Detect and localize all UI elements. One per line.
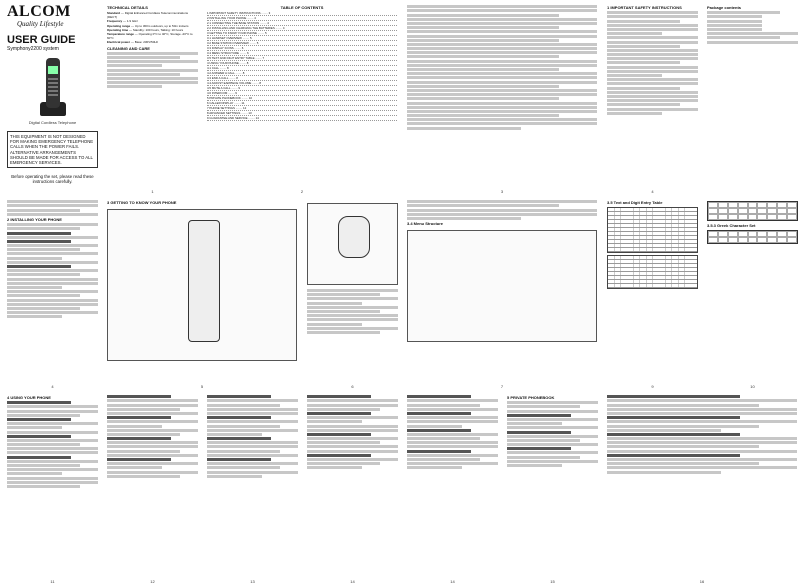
using-heading: 4 USING YOUR PHONE <box>7 395 51 400</box>
toc-panel <box>204 2 400 195</box>
toc-continued-lines <box>407 5 597 129</box>
display-icons-text <box>307 289 398 334</box>
page-number: 4 <box>51 383 54 389</box>
toc-entry: 3 GETTING TO KNOW YOUR PHONE ........ 5 <box>207 31 397 36</box>
using-text <box>7 401 98 488</box>
page-number: 5 <box>200 383 204 389</box>
phonebook-panel-2 <box>604 392 800 585</box>
cleaning-text <box>107 52 198 89</box>
phonebook-text <box>507 401 598 467</box>
page-number: 12 <box>150 578 155 584</box>
toc-panel-continued <box>404 2 600 195</box>
base-diagram <box>307 203 398 285</box>
menu-structure-caption: 3.4 Menu Structure <box>407 221 444 227</box>
technical-heading: TECHNICAL DETAILS <box>107 5 148 10</box>
toc-entry: 3.3 DISPLAY ICONS ........ 6 <box>207 46 397 51</box>
tech-row: Temperature range — Operating 0°C to 40°C, Storage -20°C to 60°C <box>107 32 193 41</box>
technical-panel <box>104 2 201 195</box>
page-number: 10 <box>750 383 755 389</box>
safety-text <box>607 11 698 115</box>
installing-panel <box>4 197 101 390</box>
using-panel-3 <box>204 392 301 585</box>
cover-caption: Digital Cordless Telephone <box>28 120 77 125</box>
phone-photo <box>38 56 68 116</box>
getting-heading: 3 GETTING TO KNOW YOUR PHONE <box>107 200 177 205</box>
page-number: 16 <box>699 578 705 584</box>
toc-entry: 3.5 TEXT AND DIGIT ENTRY TABLE ........ 7 <box>207 56 397 61</box>
menu-structure-panel <box>404 197 600 390</box>
using-panel-2 <box>104 392 201 585</box>
emergency-warning: THIS EQUIPMENT IS NOT DESIGNED FOR MAKING EMERGENCY TELEPHONE CALLS WHEN THE POWER FAILS. ALTERNATIVE ARRANGEMENTS SHOULD BE MADE FOR ACCESS TO ALL EMERGENCY SERVICES. <box>7 131 98 168</box>
entry-table-2 <box>607 255 698 289</box>
page-number: 9 <box>651 383 654 389</box>
toc-entry: 7 PHONE SETTINGS ........ 12 <box>207 106 397 111</box>
handset-diagram <box>107 209 297 361</box>
tech-row: Operating range — Up to 300m outdoors, up to 50m indoors <box>107 23 189 28</box>
toc-entry: 2 INSTALLING YOUR PHONE ........ 4 <box>207 16 397 21</box>
entry-table-panel <box>604 197 701 390</box>
toc-entry: 4 USING YOUR PHONE ........ 8 <box>207 61 397 66</box>
phonebook-panel <box>504 392 601 585</box>
toc-entry: 3.2 BASE STATION OVERVIEW ........ 5 <box>207 41 397 46</box>
page-number: 14 <box>350 578 355 584</box>
page-number: 15 <box>550 578 555 584</box>
toc-entry: 6 CALLER DISPLAY ........ 11 <box>207 101 397 106</box>
tech-row: Electrical power — Base: 230V/50Hz <box>107 40 159 45</box>
toc-entry: 8 ADVANCED SETTINGS ........ 13 <box>207 111 397 116</box>
toc-entry: 4.1 CALL ........ 8 <box>207 66 397 71</box>
base-overview-panel <box>304 197 401 390</box>
using-panel-4 <box>304 392 401 585</box>
page-number: 1 <box>151 188 154 194</box>
toc-entry: 2.1 CONNECTING THE BASE STATION ........ 4 <box>207 21 397 26</box>
page-number: 13 <box>250 578 255 584</box>
greek-set-panel <box>704 197 801 390</box>
brand-tagline: Quality Lifestyle <box>17 20 64 28</box>
page-number: 4 <box>651 188 654 194</box>
toc-entry: 5 PRIVATE PHONEBOOK ........ 10 <box>207 96 397 101</box>
phonebook-heading: 5 PRIVATE PHONEBOOK <box>507 395 555 400</box>
getting-to-know-panel <box>104 197 300 390</box>
using-panel <box>4 392 101 585</box>
tech-row: Standard — Digital Enhanced Cordless Telecommunications (DECT) <box>107 11 188 20</box>
greek-character-grid <box>707 230 798 244</box>
package-text <box>707 11 798 43</box>
toc-entry: 1 IMPORTANT SAFETY INSTRUCTIONS ........ 3 <box>207 11 397 16</box>
cleaning-heading: CLEANING AND CARE <box>107 45 150 51</box>
tech-row: Frequency — 1.9 GHz <box>107 19 138 24</box>
installing-text <box>7 223 98 318</box>
page-number: 2 <box>300 188 304 194</box>
toc-entry: 3.4 MENU STRUCTURE ........ 6 <box>207 51 397 56</box>
using-panel-5 <box>404 392 501 585</box>
guide-title: USER GUIDE <box>7 34 76 46</box>
toc-entry: 2.2 INSTALLING AND CHARGING THE BATTERIES ........ 4 <box>207 26 397 31</box>
toc-entry: 4.4 ADJUST EARPIECE VOLUME ........ 8 <box>207 81 397 86</box>
tech-row: Operating time — Standby: 100 hours, Talking: 10 hours <box>107 27 184 32</box>
toc-entry: 4.6 INTERCOM ........ 9 <box>207 91 397 96</box>
toc-entry: 4.5 MUTE A CALL ........ 9 <box>207 86 397 91</box>
safety-panel <box>604 2 701 195</box>
character-grid <box>707 201 798 221</box>
page-number: 3 <box>500 188 504 194</box>
brand-logo: ALCOM <box>7 3 71 20</box>
toc-list <box>207 11 397 121</box>
model-name: Symphony2200 system <box>7 46 59 52</box>
toc-entry: 3.1 HANDSET OVERVIEW ........ 5 <box>207 36 397 41</box>
package-panel <box>704 2 801 195</box>
package-heading: Package contents <box>707 5 742 10</box>
entry-table-caption: 3.5 Text and Digit Entry Table <box>607 200 663 205</box>
page-number: 6 <box>351 383 354 389</box>
greek-set-caption: 3.5.3 Greek Character Set <box>707 223 756 228</box>
page-number: 7 <box>500 383 504 389</box>
installing-heading: 2 INSTALLING YOUR PHONE <box>7 216 62 222</box>
toc-entry: 4.2 ANSWER A CALL ........ 8 <box>207 71 397 76</box>
toc-heading: TABLE OF CONTENTS <box>280 5 324 10</box>
entry-table <box>607 207 698 253</box>
menu-tree-diagram <box>407 230 597 342</box>
toc-entry: 9 GUARANTEE AND SERVICE ........ 14 <box>207 116 397 121</box>
safety-heading: 1 IMPORTANT SAFETY INSTRUCTIONS <box>607 5 682 10</box>
read-instructions-note: Before operating the set, please read these instructions carefully. <box>11 174 94 185</box>
cover-panel <box>4 2 101 195</box>
page-number: 11 <box>50 578 55 584</box>
page-number: 14 <box>450 578 455 584</box>
toc-entry: 4.3 END A CALL ........ 8 <box>207 76 397 81</box>
